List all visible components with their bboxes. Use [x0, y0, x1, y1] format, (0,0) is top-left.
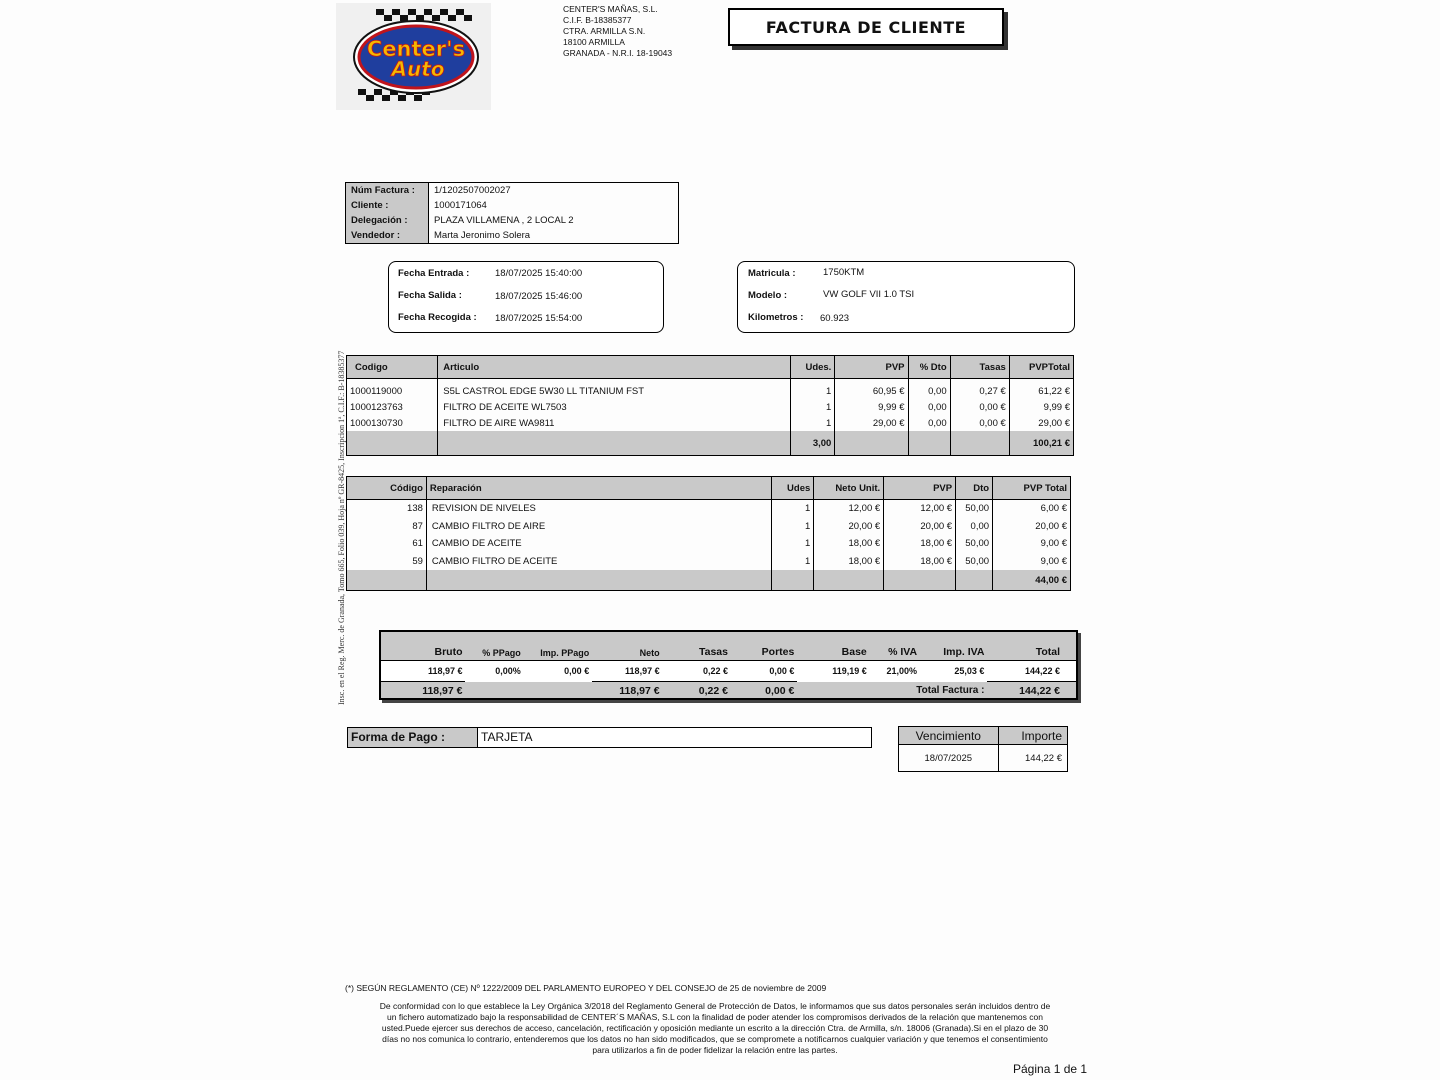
client-number: 1000171064: [434, 200, 487, 211]
part-discount: 0,00: [908, 399, 950, 415]
exit-date-label: Fecha Salida :: [398, 290, 462, 301]
neto-summary: 118,97 €: [592, 682, 662, 701]
part-taxes: 0,00 €: [950, 399, 1009, 415]
invoice-info: [345, 182, 679, 244]
repair-description: REVISION DE NIVELES: [426, 500, 771, 518]
imp-iva-header: Imp. IVA: [943, 646, 985, 658]
col-header: Udes: [772, 477, 814, 500]
bruto-value: 118,97 €: [381, 661, 465, 682]
repairs-total-row: [347, 570, 1071, 591]
repair-net-unit: 18,00 €: [814, 535, 884, 553]
col-header: PVP Total: [993, 477, 1071, 500]
part-price: 29,00 €: [835, 415, 908, 431]
repair-price: 12,00 €: [884, 500, 956, 518]
repair-price: 18,00 €: [884, 553, 956, 571]
pickup-date: 18/07/2025 15:54:00: [495, 313, 583, 324]
repair-description: CAMBIO DE ACEITE: [426, 535, 771, 553]
tasas-value: 0,22 €: [663, 661, 731, 682]
repair-net-unit: 20,00 €: [814, 518, 884, 536]
model-label: Modelo :: [748, 290, 788, 301]
col-header: PVP: [884, 477, 956, 500]
totals-table: [381, 632, 1076, 700]
table-row: [347, 518, 1071, 536]
portes-header: Portes: [761, 646, 795, 658]
dates-box: [388, 261, 664, 333]
repair-code: 61: [412, 538, 423, 550]
repair-discount: 0,00: [956, 518, 993, 536]
company-line: C.I.F. B-18385377: [563, 15, 632, 25]
total-invoice-label: Total Factura :: [916, 685, 985, 697]
logo-image: [336, 3, 491, 110]
part-price: 9,99 €: [835, 399, 908, 415]
repair-units: 1: [772, 500, 814, 518]
part-units: 1: [791, 399, 835, 415]
table-row: [347, 553, 1071, 571]
total-invoice: 144,22 €: [987, 682, 1076, 701]
bruto-summary: 118,97 €: [381, 682, 465, 701]
table-row: [347, 535, 1071, 553]
repair-net-unit: 18,00 €: [814, 553, 884, 571]
col-header: Código: [347, 477, 427, 500]
company-line: GRANADA - N.R.I. 18-19043: [563, 48, 673, 58]
vehicle-box: [737, 261, 1075, 333]
repair-code: 59: [412, 555, 423, 567]
company-line: CTRA. ARMILLA S.N.: [563, 26, 646, 36]
repair-total: 20,00 €: [993, 518, 1071, 536]
parts-total-units: 3,00: [791, 431, 835, 456]
total-header: Total: [1035, 646, 1060, 658]
repair-description: CAMBIO FILTRO DE AIRE: [426, 518, 771, 536]
km-value: 60.923: [820, 313, 850, 324]
part-description: FILTRO DE ACEITE WL7503: [438, 399, 791, 415]
col-header: PVPTotal: [1009, 356, 1073, 379]
base-header: Base: [841, 646, 867, 658]
due-date: 18/07/2025: [924, 752, 973, 764]
plate-value: 1750KTM: [823, 267, 865, 278]
neto-header: Neto: [639, 648, 660, 658]
company-line: CENTER'S MAÑAS, S.L.: [563, 4, 658, 14]
payment-method: [347, 727, 872, 748]
repair-total: 9,00 €: [993, 553, 1071, 571]
part-discount: 0,00: [908, 415, 950, 431]
company-logo: [336, 3, 491, 110]
payment-value: TARJETA: [481, 730, 533, 744]
col-header: Dto: [956, 477, 993, 500]
part-taxes: 0,00 €: [950, 415, 1009, 431]
privacy-notice: De conformidad con lo que establece la Ley Orgánica 3/2018 del Reglamento General de Protección de Datos, le informamos que sus datos personales serán incluidos dentro de un fichero automatizado bajo la responsabilidad de CENTER´S MAÑAS, S.L con la finalidad de poder atender los compromisos derivados de la relación que mantenemos con usted.Puede ejercer sus derechos de acceso, cancelación, rectificación y oposición mediante un escrito a la dirección Ctra. de Armilla, s/n. 18006 (Granada).Si en el plazo de 30 días no nos comunica lo contrario, entenderemos que los datos no han sido modificados, que se compromete a notificarnos cualquier variación y que tenemos el consentimiento para utilizarlos a fin de poder fidelizar la relación entre las partes.: [379, 1001, 1051, 1055]
company-line: 18100 ARMILLA: [563, 37, 625, 47]
col-header: Reparación: [426, 477, 771, 500]
model-value: VW GOLF VII 1.0 TSI: [823, 289, 915, 300]
plate-label: Matricula :: [748, 268, 796, 279]
due-amount: 144,22 €: [998, 745, 1067, 772]
part-code: 1000119000: [350, 385, 403, 397]
part-taxes: 0,27 €: [950, 379, 1009, 400]
invoice-number: 1/1202507002027: [434, 185, 511, 196]
regulation-note: (*) SEGÚN REGLAMENTO (CE) Nº 1222/2009 DEL PARLAMENTO EUROPEO Y DEL CONSEJO de 25 de noviembre de 2009: [345, 983, 827, 993]
repair-description: CAMBIO FILTRO DE ACEITE: [426, 553, 771, 571]
imp-ppago-header: Imp. PPago: [540, 648, 590, 658]
part-units: 1: [791, 415, 835, 431]
parts-table: [346, 355, 1074, 456]
seller-label: Vendedor :: [346, 228, 429, 244]
tasas-header: Tasas: [698, 646, 728, 658]
iva-value: 21,00%: [870, 661, 920, 682]
invoice-number-label: Núm Factura :: [346, 183, 429, 199]
parts-total: 100,21 €: [1009, 431, 1073, 456]
repair-discount: 50,00: [956, 535, 993, 553]
total-value: 144,22 €: [987, 661, 1076, 682]
part-description: S5L CASTROL EDGE 5W30 LL TITANIUM FST: [438, 379, 791, 400]
table-row: [347, 415, 1074, 431]
entry-date-label: Fecha Entrada :: [398, 268, 470, 279]
part-price: 60,95 €: [835, 379, 908, 400]
part-total: 9,99 €: [1009, 399, 1073, 415]
repair-code: 138: [407, 503, 423, 515]
due-table: [898, 726, 1068, 772]
repair-price: 20,00 €: [884, 518, 956, 536]
table-row: [347, 379, 1074, 400]
repair-total: 6,00 €: [993, 500, 1071, 518]
col-header: Articulo: [438, 356, 791, 379]
neto-value: 118,97 €: [592, 661, 662, 682]
bruto-header: Bruto: [434, 646, 463, 658]
repair-net-unit: 12,00 €: [814, 500, 884, 518]
part-code: 1000130730: [350, 417, 403, 429]
company-address: [563, 4, 672, 59]
part-code: 1000123763: [350, 401, 403, 413]
col-header: % Dto: [908, 356, 950, 379]
repair-code: 87: [412, 520, 423, 532]
parts-total-row: [347, 431, 1074, 456]
page-number: Página 1 de 1: [1013, 1062, 1088, 1076]
repair-total: 9,00 €: [993, 535, 1071, 553]
col-header: Tasas: [950, 356, 1009, 379]
repair-discount: 50,00: [956, 500, 993, 518]
iva-header: % IVA: [888, 646, 918, 658]
tasas-summary: 0,22 €: [663, 682, 731, 701]
part-discount: 0,00: [908, 379, 950, 400]
entry-date: 18/07/2025 15:40:00: [495, 268, 583, 279]
totals-box: [379, 630, 1078, 700]
seller-value: Marta Jeronimo Solera: [434, 230, 531, 241]
km-label: Kilometros :: [748, 312, 804, 323]
table-row: [347, 500, 1071, 518]
base-value: 119,19 €: [797, 661, 869, 682]
part-total: 61,22 €: [1009, 379, 1073, 400]
due-date-header: Vencimiento: [899, 727, 999, 745]
logo-line2: Auto: [391, 57, 445, 81]
imp-ppago-value: 0,00 €: [524, 661, 592, 682]
amount-header: Importe: [998, 727, 1067, 745]
repair-units: 1: [772, 518, 814, 536]
repairs-table: [346, 476, 1071, 591]
col-header: Codigo: [347, 356, 438, 379]
delegation-value: PLAZA VILLAMENA , 2 LOCAL 2: [434, 215, 574, 226]
delegation-label: Delegación :: [346, 213, 429, 228]
repair-units: 1: [772, 553, 814, 571]
part-description: FILTRO DE AIRE WA9811: [438, 415, 791, 431]
exit-date: 18/07/2025 15:46:00: [495, 291, 583, 302]
portes-summary: 0,00 €: [731, 682, 797, 701]
document-title: FACTURA DE CLIENTE: [728, 8, 1004, 46]
imp-iva-value: 25,03 €: [920, 661, 987, 682]
repairs-total: 44,00 €: [993, 570, 1071, 591]
repair-price: 18,00 €: [884, 535, 956, 553]
col-header: Neto Unit.: [814, 477, 884, 500]
pickup-date-label: Fecha Recogida :: [398, 312, 477, 323]
logo-line1: Center's: [366, 37, 466, 61]
repair-discount: 50,00: [956, 553, 993, 571]
registry-side-text: Insc. en el Reg. Merc. de Granada, Tomo 665, Folio 039, Hoja nº GR-8425, Inscripcion 1ª, C.I.F.: B-18385377: [337, 350, 346, 705]
ppago-header: % PPago: [482, 648, 521, 658]
client-label: Cliente :: [346, 198, 429, 213]
part-units: 1: [791, 379, 835, 400]
table-row: [347, 399, 1074, 415]
ppago-value: 0,00%: [465, 661, 523, 682]
portes-value: 0,00 €: [731, 661, 797, 682]
payment-label: Forma de Pago :: [348, 728, 478, 747]
repair-units: 1: [772, 535, 814, 553]
part-total: 29,00 €: [1009, 415, 1073, 431]
col-header: Udes.: [791, 356, 835, 379]
col-header: PVP: [835, 356, 908, 379]
